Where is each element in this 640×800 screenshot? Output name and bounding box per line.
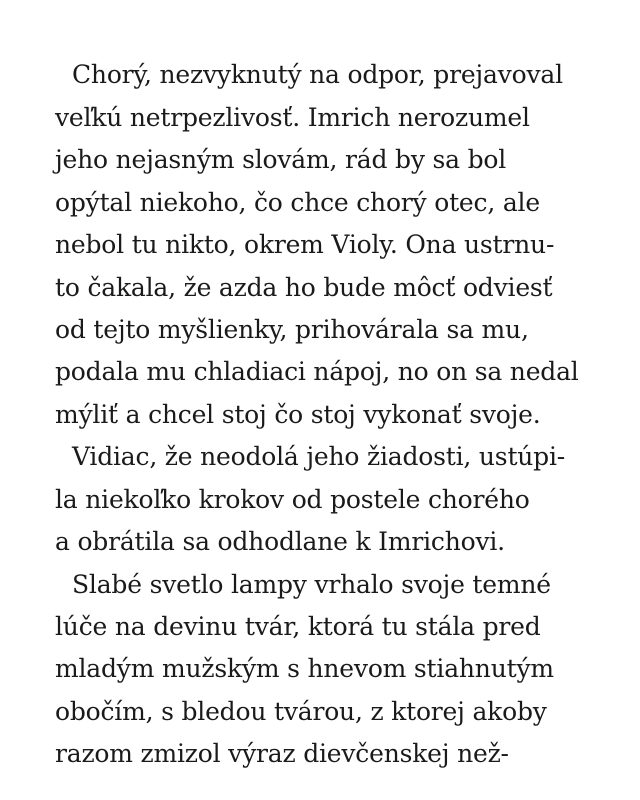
text-line: nebol tu nikto, okrem Violy. Ona ustrnu-	[55, 230, 555, 259]
text-line: a obrátila sa odhodlane k Imrichovi.	[55, 527, 505, 556]
text-line: opýtal niekoho, čo chce chorý otec, ale	[55, 188, 540, 217]
text-line: razom zmizol výraz dievčenskej než-	[55, 739, 509, 768]
text-line: lúče na devinu tvár, ktorá tu stála pred	[55, 612, 541, 641]
text-line: veľkú netrpezlivosť. Imrich nerozumel	[55, 103, 530, 132]
text-line: jeho nejasným slovám, rád by sa bol	[55, 145, 507, 174]
text-line: podala mu chladiaci nápoj, no on sa nedal	[55, 357, 579, 386]
text-line: od tejto myšlienky, prihovárala sa mu,	[55, 315, 529, 344]
text-line: mýliť a chcel stoj čo stoj vykonať svoje.	[55, 400, 541, 429]
text-line: to čakala, že azda ho bude môcť odviesť	[55, 273, 553, 302]
text-line: Slabé svetlo lampy vrhalo svoje temné	[72, 570, 551, 599]
text-line: Vidiac, že neodolá jeho žiadosti, ustúpi-	[72, 442, 566, 471]
text-line: la niekoľko krokov od postele chorého	[55, 485, 530, 514]
text-line: obočím, s bledou tvárou, z ktorej akoby	[55, 697, 547, 726]
text-line: Chorý, nezvyknutý na odpor, prejavoval	[72, 60, 563, 89]
text-line: mladým mužským s hnevom stiahnutým	[55, 654, 554, 683]
